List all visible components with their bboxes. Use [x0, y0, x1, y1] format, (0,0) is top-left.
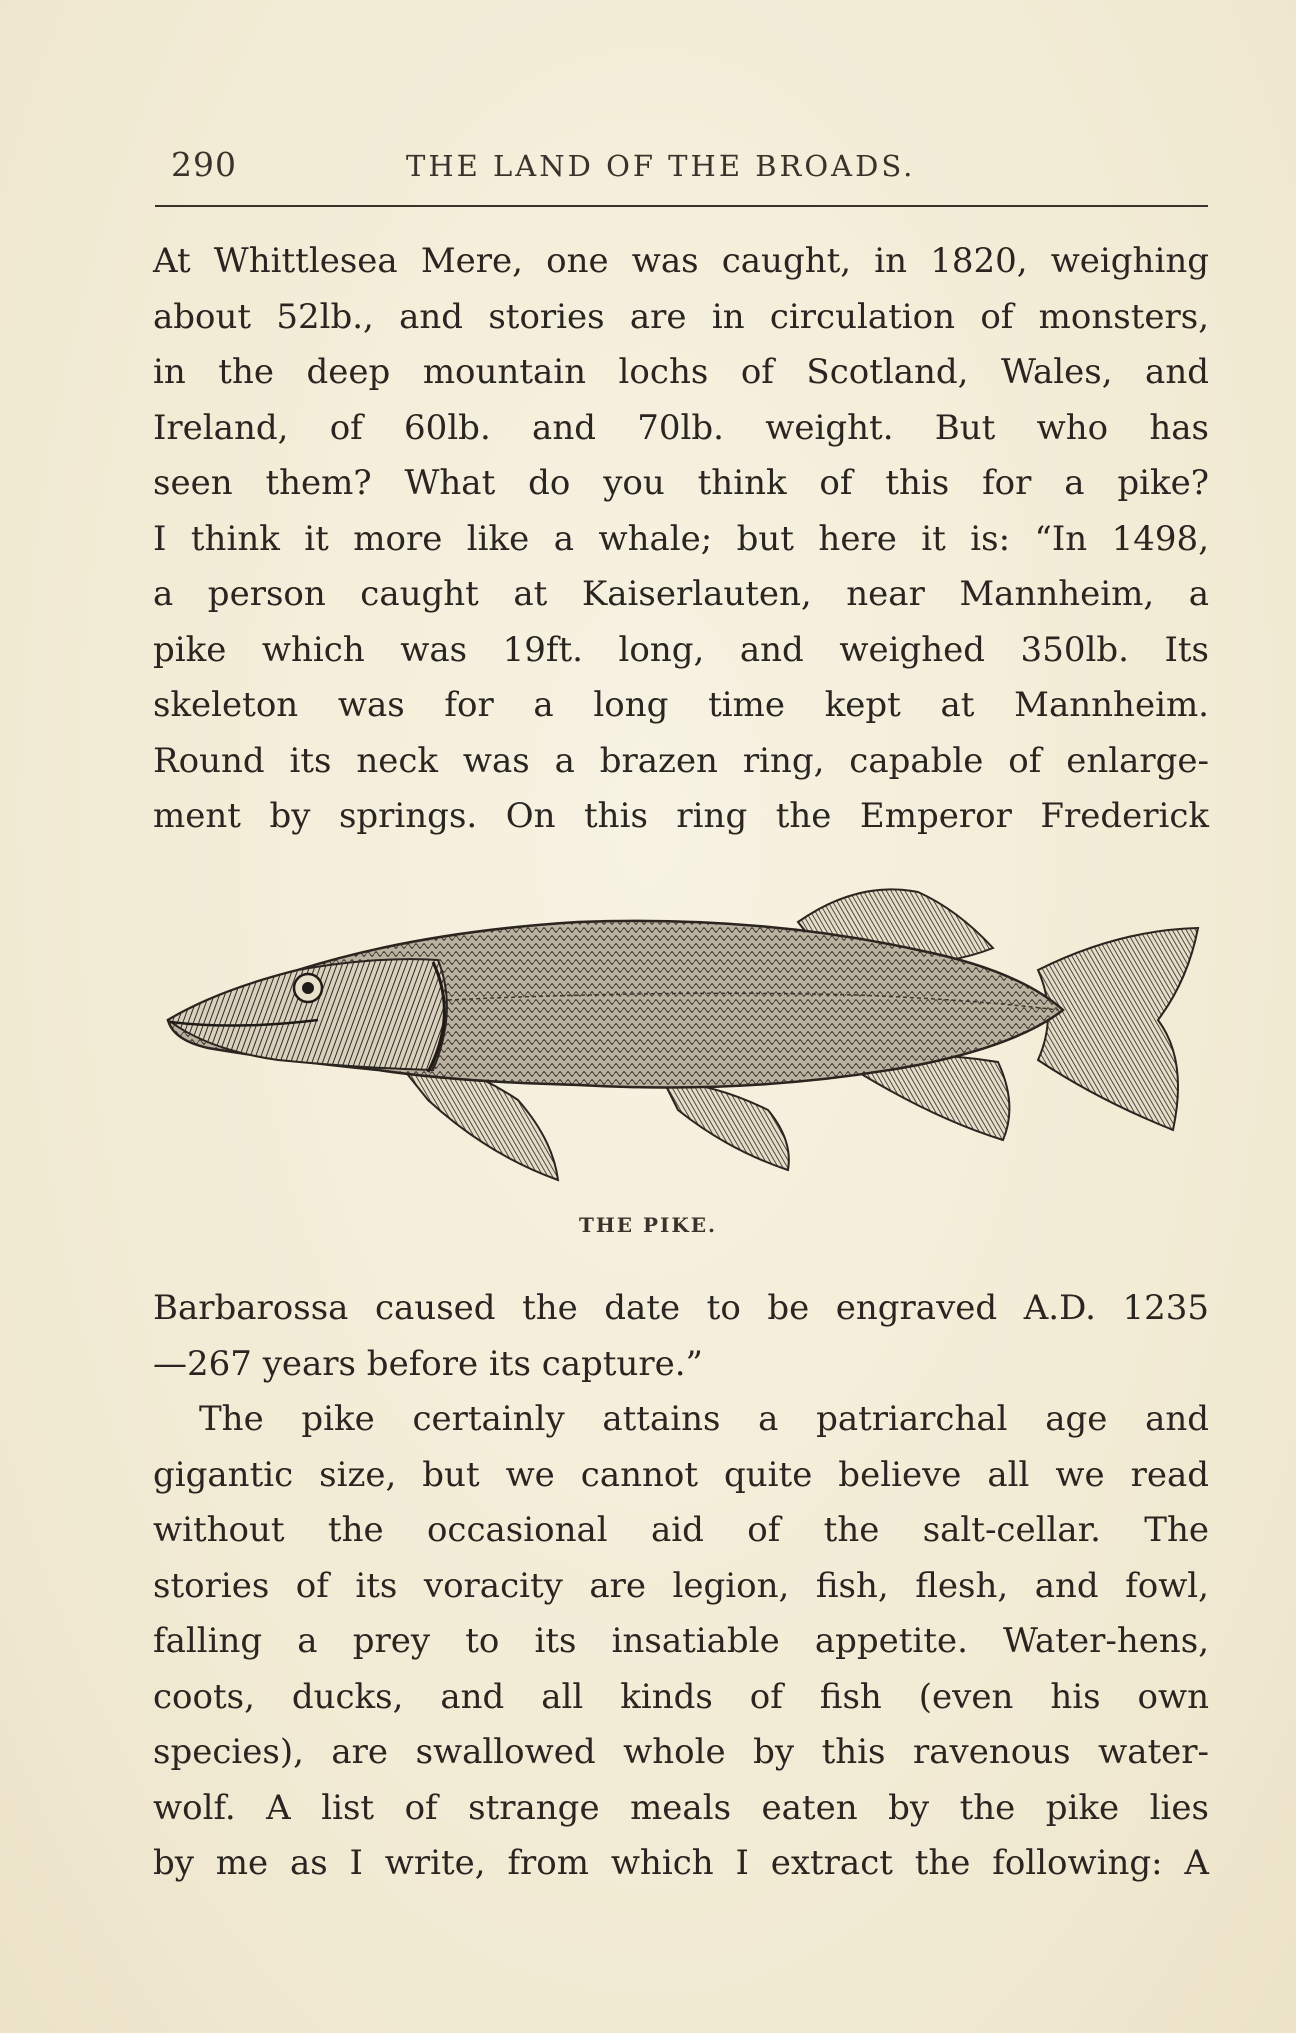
text-line: pike which was 19ft. long, and weighed 350lb. Its: [153, 629, 1209, 670]
text-line: skeleton was for a long time kept at Mannheim.: [153, 685, 1209, 725]
text-line: about 52lb., and stories are in circulation of monsters,: [153, 296, 1209, 337]
text-line: wolf. A list of strange meals eaten by the pike lies: [153, 1787, 1209, 1828]
text-line: a person caught at Kaiserlauten, near Mannheim, a: [153, 574, 1209, 614]
text-line: falling a prey to its insatiable appetite. Water-hens,: [153, 1621, 1209, 1661]
text-line: gigantic size, but we cannot quite believe all we read: [153, 1454, 1209, 1495]
page-number: 290: [171, 145, 237, 184]
text-line: Ireland, of 60lb. and 70lb. weight. But who has: [153, 407, 1209, 448]
figure-caption: THE PIKE.: [579, 1213, 717, 1237]
pike-fish-icon: [158, 870, 1208, 1190]
text-line: At Whittlesea Mere, one was caught, in 1820, weighing: [153, 241, 1209, 281]
text-line: by me as I write, from which I extract the following: A: [153, 1843, 1209, 1883]
text-line: Barbarossa caused the date to be engraved A.D. 1235: [153, 1288, 1209, 1328]
text-line: —267 years before its capture.”: [153, 1343, 703, 1384]
page-header: [153, 145, 1209, 189]
header-rule: [155, 205, 1208, 207]
body-text-bottom: [153, 1281, 1209, 1892]
text-line: I think it more like a whale; but here it is: “In 1498,: [153, 518, 1209, 559]
text-line: without the occasional aid of the salt-cellar. The: [153, 1510, 1209, 1550]
text-line: in the deep mountain lochs of Scotland, Wales, and: [153, 352, 1209, 392]
text-line: Round its neck was a brazen ring, capable of enlarge-: [153, 740, 1209, 781]
text-line: coots, ducks, and all kinds of fish (even his own: [153, 1676, 1209, 1717]
running-head: THE LAND OF THE BROADS.: [406, 149, 916, 183]
text-line: ment by springs. On this ring the Emperor Frederick: [153, 796, 1209, 836]
body-text-top: [153, 234, 1209, 845]
text-line: The pike certainly attains a patriarchal age and: [199, 1399, 1209, 1439]
text-line: seen them? What do you think of this for a pike?: [153, 463, 1209, 503]
text-line: species), are swallowed whole by this ravenous water-: [153, 1732, 1209, 1772]
pike-illustration: [158, 870, 1208, 1190]
text-line: stories of its voracity are legion, fish, flesh, and fowl,: [153, 1565, 1209, 1606]
